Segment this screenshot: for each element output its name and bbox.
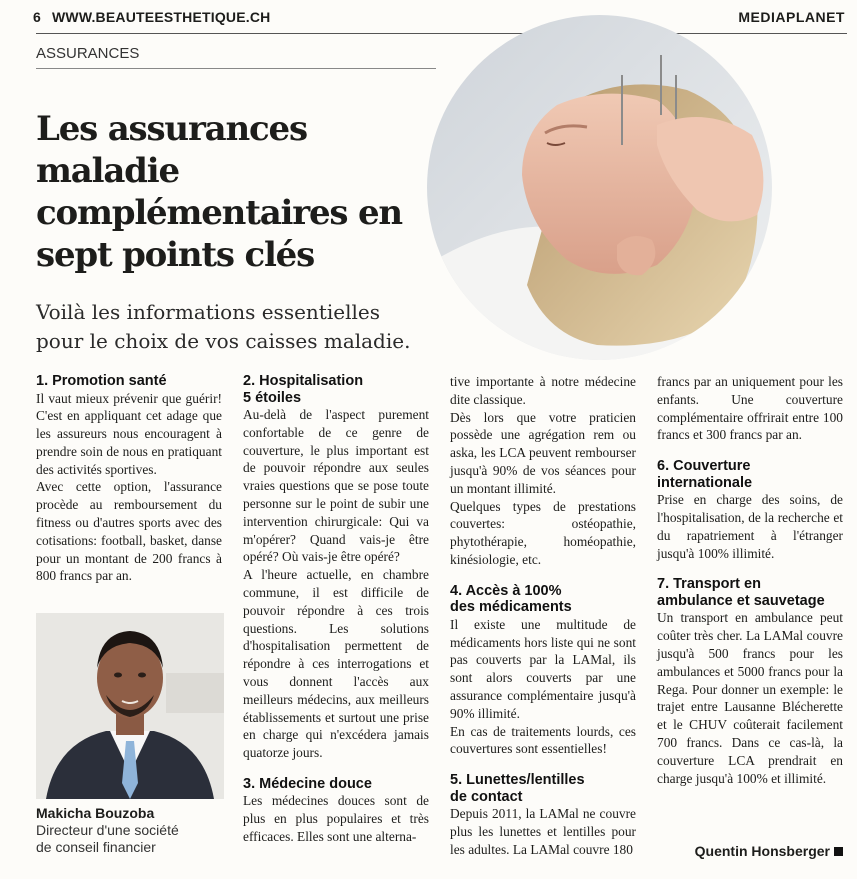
portrait-role <box>36 822 236 856</box>
section-2-text: A l'heure actuelle, en chambre commune, il est difficile de pouvoir répondre à ces trois questions. Les solutions d'hospitalisation permettent de répondre à ces interrogations et vous donnent l'accès aux meilleurs médecins, aux meilleurs établissements et surtout une prise en charge qui n'excédera jamais quatorze jours. <box>243 567 429 761</box>
portrait-name: Makicha Bouzoba <box>36 805 155 821</box>
headline-line: maladie <box>36 151 179 191</box>
section-5-title-line: 5. Lunettes/lentilles <box>450 772 585 789</box>
section-4-text: Il existe une multitude de médicaments hors liste qui ne sont pas couverts par la LAMal, ils sont alors couverts par une assurance complémentaire jusqu'à 90% illimité. <box>450 616 636 721</box>
section-5-text: Depuis 2011, la LAMal ne couvre plus les lunettes et lentilles pour les adultes. La LAMal couvre 180 <box>450 806 636 857</box>
section-2-title-line: 2. Hospitalisation <box>243 373 364 389</box>
section-divider <box>36 68 436 69</box>
subtitle-line: pour le choix de vos caisses maladie. <box>36 329 411 353</box>
section-2-title <box>243 373 429 406</box>
section-6-title-line: 6. Couverture <box>657 458 751 475</box>
section-5-title-line: de contact <box>450 788 523 805</box>
subtitle-line: Voilà les informations essentielles <box>36 300 380 324</box>
column-1 <box>36 373 222 585</box>
section-2-title-line: 5 étoiles <box>243 389 302 406</box>
portrait-photo <box>36 613 224 799</box>
section-4-text: En cas de traitements lourds, ces couvertures sont essentielles! <box>450 723 636 757</box>
section-6-title <box>657 458 843 491</box>
section-7-title-line: 7. Transport en <box>657 576 761 593</box>
portrait-role-line: Directeur d'une société <box>36 822 179 838</box>
column-4 <box>657 373 843 787</box>
portrait-illustration <box>36 613 224 799</box>
section-3-text: Les médecines douces sont de plus en plus populaires et très efficaces. Elles sont une alterna- <box>243 793 429 845</box>
header-divider <box>36 33 847 34</box>
column-3 <box>450 373 636 859</box>
subtitle <box>36 298 466 356</box>
section-3-text: tive importante à notre médecine dite classique. <box>450 374 636 407</box>
section-4-title-line: 4. Accès à 100% <box>450 582 562 599</box>
section-5-title <box>450 772 636 805</box>
section-3-text: Dès lors que votre praticien possède une agrégation rem ou aska, les LCA peuvent rembourser jusqu'à 90% de vos séances pour un montant illimité. <box>450 409 636 496</box>
section-4-title <box>450 583 636 616</box>
portrait-role-line: de conseil financier <box>36 839 156 855</box>
headline-line: Les assurances <box>36 109 307 149</box>
page-number: 6 <box>33 9 41 25</box>
column-2 <box>243 373 429 846</box>
author-name: Quentin Honsberger <box>694 843 830 859</box>
author-byline <box>695 843 843 859</box>
headline-line: sept points clés <box>36 235 315 275</box>
section-2-text: Au-delà de l'aspect purement confortable de ce genre de couverture, le plus important est de pouvoir répondre aux seules vraies questions que se pose toute personne sur le point de subir une intervention chirurgicale: Qui va m'opérer? Quand vais-je être opéré? Où vais-je être opéré? <box>243 407 429 565</box>
section-7-text: Un transport en ambulance peut coûter très cher. La LAMal couvre jusqu'à 500 francs pour les ambulances et 5000 francs pour la Rega. Pour donner un exemple: le trajet entre Lausanne Blécherette et le CHUV coûterait facilement 700 francs. Dans ce cas-là, la couverture LCA prendrait en charge jusqu'à 100% et illimité. <box>657 610 843 786</box>
section-1-text: Avec cette option, l'assurance procède au remboursement du fitness ou d'autres sports avec des cotisations: football, basket, danse pour un montant de 200 francs à 800 francs par an. <box>36 479 222 584</box>
section-1-title: 1. Promotion santé <box>36 373 167 389</box>
section-3-title: 3. Médecine douce <box>243 775 372 792</box>
section-4-title-line: des médicaments <box>450 599 572 616</box>
brand-logo: MEDIAPLANET <box>738 9 845 25</box>
acupuncture-photo <box>427 15 772 360</box>
end-mark-icon <box>834 847 843 856</box>
section-7-title <box>657 576 843 609</box>
headline-line: complémentaires en <box>36 193 402 233</box>
headline <box>36 108 436 276</box>
section-6-text: Prise en charge des soins, de l'hospitalisation, de la recherche et du rapatriement à l'étranger jusqu'à 100% illimité. <box>657 492 843 561</box>
site-url[interactable]: WWW.BEAUTEESTHETIQUE.CH <box>52 9 271 25</box>
section-5-text: francs par an uniquement pour les enfants. Une couverture complémentaire offrirait entre 100 francs et 300 francs par an. <box>657 374 843 443</box>
section-1-text: Il vaut mieux prévenir que guérir! C'est en appliquant cet adage que les assureurs nous encouragent à prendre soin de nous en pratiquant des activités sportives. <box>36 390 222 477</box>
section-label: ASSURANCES <box>36 45 140 62</box>
section-3-text: Quelques types de prestations couvertes: ostéopathie, phytothérapie, homéopathie, kinésiologie, etc. <box>450 498 636 567</box>
section-7-title-line: ambulance et sauvetage <box>657 592 825 609</box>
acupuncture-illustration <box>427 15 772 360</box>
section-6-title-line: internationale <box>657 474 753 491</box>
